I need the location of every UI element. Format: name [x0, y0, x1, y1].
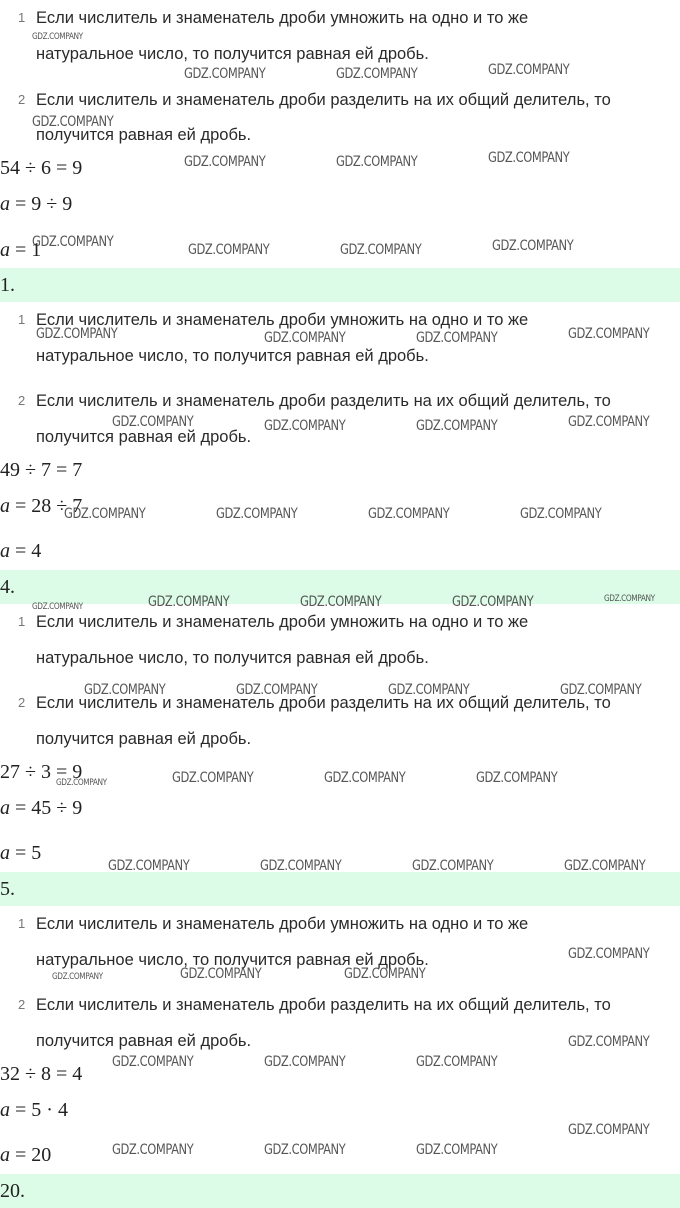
answer-bar: 4. — [0, 570, 680, 604]
rule-1-line-2: натуральное число, то получится равная ей дробь. — [36, 45, 429, 63]
equation-rest: = 5 — [10, 842, 42, 864]
rule-2-line-1: Если числитель и знаменатель дроби разделить на их общий делитель, то — [36, 694, 611, 712]
rule-number-2: 2 — [18, 695, 26, 710]
watermark: GDZ.COMPANY — [488, 150, 570, 166]
variable: a — [0, 495, 10, 517]
rule-2-line-1: Если числитель и знаменатель дроби разделить на их общий делитель, то — [36, 392, 611, 410]
equation-rest: = 28 ÷ 7 — [10, 495, 83, 517]
equation-1: 27 ÷ 3 = 9 — [0, 761, 83, 783]
rule-number-1: 1 — [18, 916, 26, 931]
rule-number-2: 2 — [18, 92, 26, 107]
watermark: GDZ.COMPANY — [340, 242, 422, 258]
watermark: GDZ.COMPANY — [416, 330, 498, 346]
equation-2 — [0, 192, 72, 216]
equation-1: 54 ÷ 6 = 9 — [0, 157, 83, 179]
equation-2 — [0, 1098, 68, 1122]
watermark: GDZ.COMPANY — [336, 154, 418, 170]
variable: a — [0, 540, 10, 562]
rule-1-line-2: натуральное число, то получится равная ей дробь. — [36, 347, 429, 365]
rule-2-line-2: получится равная ей дробь. — [36, 1032, 252, 1050]
rule-2-line-2: получится равная ей дробь. — [36, 730, 252, 748]
watermark: GDZ.COMPANY — [52, 972, 103, 982]
equation-rest: = 9 ÷ 9 — [10, 193, 73, 215]
watermark: GDZ.COMPANY — [264, 1142, 346, 1158]
watermark: GDZ.COMPANY — [416, 1054, 498, 1070]
rule-2-line-2: получится равная ей дробь. — [36, 126, 252, 144]
variable: a — [0, 842, 10, 864]
watermark: GDZ.COMPANY — [264, 1054, 346, 1070]
watermark: GDZ.COMPANY — [416, 418, 498, 434]
watermark: GDZ.COMPANY — [188, 242, 270, 258]
rule-1-line-1: Если числитель и знаменатель дроби умножить на одно и то же — [36, 311, 529, 329]
watermark: GDZ.COMPANY — [336, 66, 418, 82]
equation-rest: = 4 — [10, 540, 42, 562]
watermark: GDZ.COMPANY — [216, 506, 298, 522]
watermark: GDZ.COMPANY — [388, 682, 470, 698]
watermark: GDZ.COMPANY — [492, 238, 574, 254]
variable: a — [0, 1144, 10, 1166]
answer-bar: 20. — [0, 1174, 680, 1208]
rule-number-2: 2 — [18, 997, 26, 1012]
equation-rest: = 45 ÷ 9 — [10, 797, 83, 819]
equation-rest: = 20 — [10, 1144, 52, 1166]
watermark: GDZ.COMPANY — [56, 778, 107, 788]
equation-1: 49 ÷ 7 = 7 — [0, 459, 83, 481]
watermark: GDZ.COMPANY — [180, 966, 262, 982]
watermark: GDZ.COMPANY — [108, 858, 190, 874]
rule-1-line-1: Если числитель и знаменатель дроби умножить на одно и то же — [36, 613, 529, 631]
watermark: GDZ.COMPANY — [488, 62, 570, 78]
watermark: GDZ.COMPANY — [148, 594, 230, 610]
watermark: GDZ.COMPANY — [32, 114, 114, 130]
watermark: GDZ.COMPANY — [476, 770, 558, 786]
variable: a — [0, 239, 10, 261]
watermark: GDZ.COMPANY — [84, 682, 166, 698]
watermark: GDZ.COMPANY — [236, 682, 318, 698]
watermark: GDZ.COMPANY — [64, 506, 146, 522]
watermark: GDZ.COMPANY — [300, 594, 382, 610]
answer-bar: 1. — [0, 268, 680, 302]
watermark: GDZ.COMPANY — [264, 330, 346, 346]
watermark: GDZ.COMPANY — [412, 858, 494, 874]
watermark: GDZ.COMPANY — [368, 506, 450, 522]
rule-number-1: 1 — [18, 614, 26, 629]
rule-2-line-1: Если числитель и знаменатель дроби разделить на их общий делитель, то — [36, 91, 611, 109]
rule-1-line-1: Если числитель и знаменатель дроби умножить на одно и то же — [36, 9, 529, 27]
watermark: GDZ.COMPANY — [172, 770, 254, 786]
watermark: GDZ.COMPANY — [324, 770, 406, 786]
watermark: GDZ.COMPANY — [112, 414, 194, 430]
watermark: GDZ.COMPANY — [32, 234, 114, 250]
watermark: GDZ.COMPANY — [112, 1142, 194, 1158]
rule-1-line-2: натуральное число, то получится равная ей дробь. — [36, 951, 429, 969]
rule-2-line-2: получится равная ей дробь. — [36, 428, 252, 446]
equation-2 — [0, 796, 82, 820]
answer-bar: 5. — [0, 872, 680, 906]
watermark: GDZ.COMPANY — [568, 1122, 650, 1138]
watermark: GDZ.COMPANY — [568, 414, 650, 430]
watermark: GDZ.COMPANY — [560, 682, 642, 698]
equation-rest: = 1 — [10, 239, 42, 261]
rule-number-1: 1 — [18, 10, 26, 25]
watermark: GDZ.COMPANY — [260, 858, 342, 874]
watermark: GDZ.COMPANY — [568, 1034, 650, 1050]
variable: a — [0, 1099, 10, 1121]
watermark: GDZ.COMPANY — [184, 66, 266, 82]
rule-number-1: 1 — [18, 312, 26, 327]
equation-3 — [0, 841, 41, 865]
watermark: GDZ.COMPANY — [264, 418, 346, 434]
watermark: GDZ.COMPANY — [344, 966, 426, 982]
equation-rest: = 5 · 4 — [10, 1099, 68, 1121]
variable: a — [0, 193, 10, 215]
equation-1: 32 ÷ 8 = 4 — [0, 1063, 83, 1085]
watermark: GDZ.COMPANY — [564, 858, 646, 874]
equation-3 — [0, 539, 41, 563]
watermark: GDZ.COMPANY — [184, 154, 266, 170]
watermark: GDZ.COMPANY — [452, 594, 534, 610]
rule-1-line-1: Если числитель и знаменатель дроби умножить на одно и то же — [36, 915, 529, 933]
watermark: GDZ.COMPANY — [604, 594, 655, 604]
watermark: GDZ.COMPANY — [568, 946, 650, 962]
watermark: GDZ.COMPANY — [32, 602, 83, 612]
rule-1-line-2: натуральное число, то получится равная ей дробь. — [36, 649, 429, 667]
watermark: GDZ.COMPANY — [416, 1142, 498, 1158]
equation-3 — [0, 1143, 51, 1167]
variable: a — [0, 797, 10, 819]
watermark: GDZ.COMPANY — [32, 32, 83, 42]
watermark: GDZ.COMPANY — [112, 1054, 194, 1070]
rule-2-line-1: Если числитель и знаменатель дроби разделить на их общий делитель, то — [36, 996, 611, 1014]
rule-number-2: 2 — [18, 393, 26, 408]
watermark: GDZ.COMPANY — [36, 326, 118, 342]
watermark: GDZ.COMPANY — [520, 506, 602, 522]
watermark: GDZ.COMPANY — [568, 326, 650, 342]
